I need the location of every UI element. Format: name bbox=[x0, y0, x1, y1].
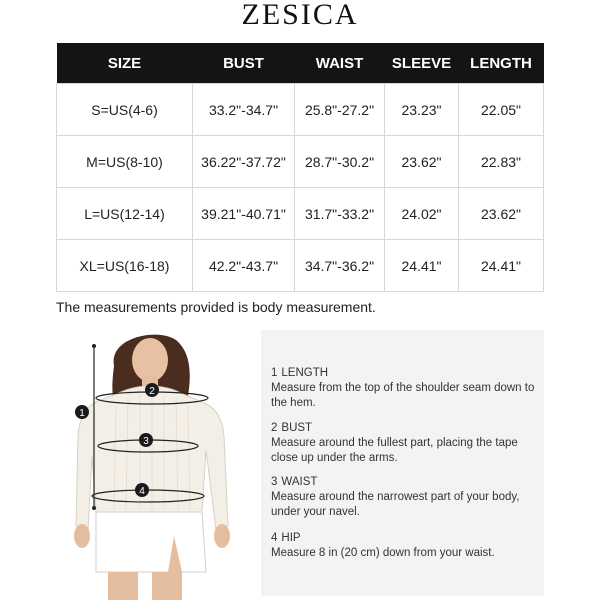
cell-length: 24.41" bbox=[459, 240, 544, 292]
marker-3 bbox=[139, 433, 153, 447]
guide-waist bbox=[271, 475, 536, 520]
cell-waist: 25.8"-27.2" bbox=[295, 84, 385, 136]
guide-text: Measure around the fullest part, placing the tape close up under the arms. bbox=[271, 437, 518, 464]
guide-length bbox=[271, 366, 536, 411]
table-row bbox=[57, 84, 544, 136]
header-waist: WAIST bbox=[295, 43, 385, 84]
marker-1 bbox=[75, 405, 89, 419]
cell-bust: 33.2"-34.7" bbox=[193, 84, 295, 136]
guide-text: Measure from the top of the shoulder seam down to the hem. bbox=[271, 382, 535, 409]
cell-size: XL=US(16-18) bbox=[57, 240, 193, 292]
guide-text: Measure 8 in (20 cm) down from your waist. bbox=[271, 547, 495, 559]
cell-length: 23.62" bbox=[459, 188, 544, 240]
cell-sleeve: 23.23" bbox=[385, 84, 459, 136]
cell-size: S=US(4-6) bbox=[57, 84, 193, 136]
table-row bbox=[57, 136, 544, 188]
marker-4 bbox=[135, 483, 149, 497]
cell-waist: 34.7"-36.2" bbox=[295, 240, 385, 292]
model-figure bbox=[56, 326, 256, 600]
guide-title: HIP bbox=[281, 532, 301, 544]
guide-text: Measure around the narrowest part of your body, under your navel. bbox=[271, 491, 520, 518]
header-sleeve: SLEEVE bbox=[385, 43, 459, 84]
header-bust: BUST bbox=[193, 43, 295, 84]
cell-waist: 28.7"-30.2" bbox=[295, 136, 385, 188]
guide-title: WAIST bbox=[281, 476, 318, 488]
left-hand bbox=[74, 524, 90, 548]
guide-number: 1 bbox=[271, 367, 278, 379]
left-leg bbox=[108, 572, 138, 600]
cell-sleeve: 24.02" bbox=[385, 188, 459, 240]
cell-bust: 39.21"-40.71" bbox=[193, 188, 295, 240]
cell-sleeve: 23.62" bbox=[385, 136, 459, 188]
cell-size: L=US(12-14) bbox=[57, 188, 193, 240]
guide-title: BUST bbox=[281, 422, 313, 434]
header-size: SIZE bbox=[57, 43, 193, 84]
cell-bust: 36.22"-37.72" bbox=[193, 136, 295, 188]
guide-number: 3 bbox=[271, 476, 278, 488]
svg-text:3: 3 bbox=[143, 436, 149, 447]
table-row bbox=[57, 188, 544, 240]
svg-text:1: 1 bbox=[79, 408, 85, 419]
guide-title: LENGTH bbox=[281, 367, 329, 379]
guide-hip bbox=[271, 531, 536, 561]
size-chart-table bbox=[56, 43, 544, 292]
model-face bbox=[132, 338, 168, 382]
cell-size: M=US(8-10) bbox=[57, 136, 193, 188]
marker-2 bbox=[145, 383, 159, 397]
guide-number: 4 bbox=[271, 532, 278, 544]
right-leg bbox=[152, 572, 182, 600]
cell-bust: 42.2"-43.7" bbox=[193, 240, 295, 292]
cell-length: 22.83" bbox=[459, 136, 544, 188]
table-header-row bbox=[57, 43, 544, 84]
cell-waist: 31.7"-33.2" bbox=[295, 188, 385, 240]
cell-length: 22.05" bbox=[459, 84, 544, 136]
guide-number: 2 bbox=[271, 422, 278, 434]
guide-bust bbox=[271, 421, 536, 466]
svg-text:2: 2 bbox=[149, 386, 155, 397]
measure-guide-panel bbox=[261, 330, 544, 596]
skirt-shape bbox=[96, 512, 206, 572]
measurement-note: The measurements provided is body measurement. bbox=[56, 299, 376, 315]
table-row bbox=[57, 240, 544, 292]
right-hand bbox=[214, 524, 230, 548]
brand-logo: ZESICA bbox=[241, 0, 359, 31]
svg-text:4: 4 bbox=[139, 486, 145, 497]
cell-sleeve: 24.41" bbox=[385, 240, 459, 292]
header-length: LENGTH bbox=[459, 43, 544, 84]
